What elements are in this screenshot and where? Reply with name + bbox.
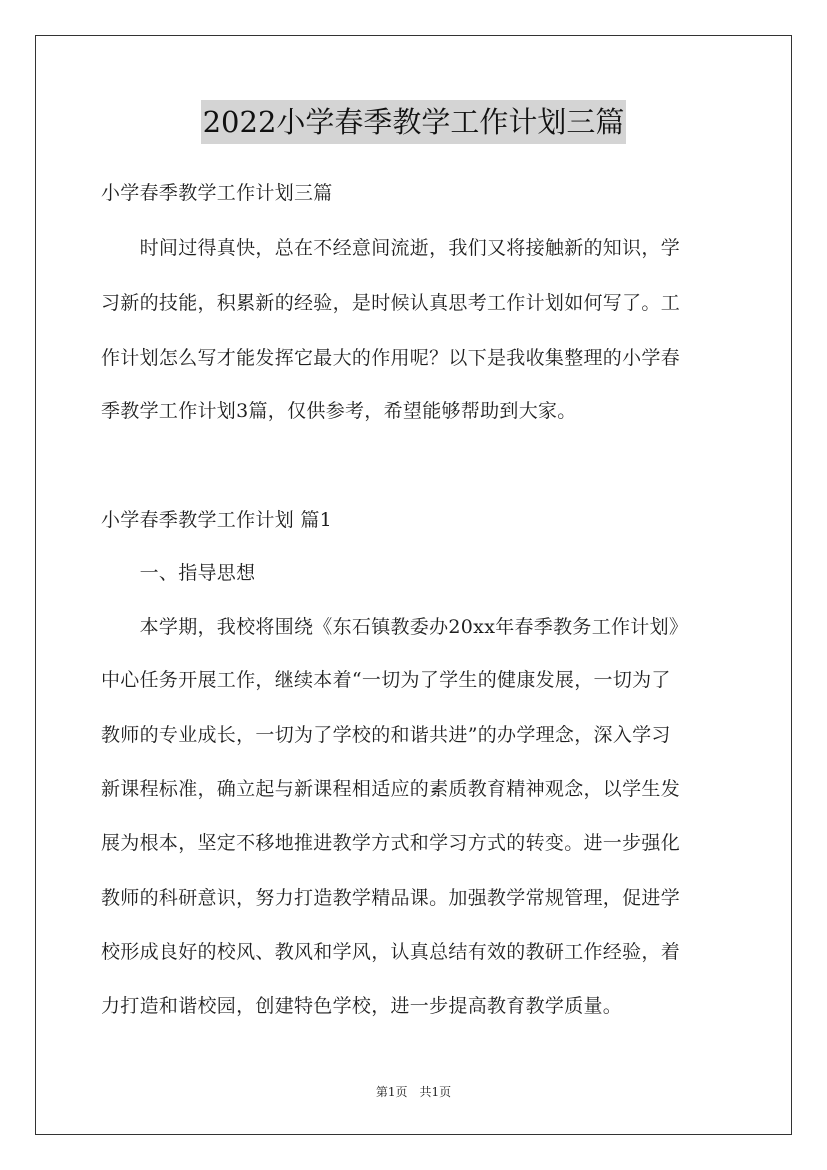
body-line-8: 力打造和谐校园，创建特色学校，进一步提高教育教学质量。 <box>101 995 623 1017</box>
document-subtitle: 小学春季教学工作计划三篇 <box>101 182 333 204</box>
body-line-1: 本学期，我校将围绕《东石镇教委办20xx年春季教务工作计划》 <box>101 616 689 638</box>
intro-line-1: 时间过得真快，总在不经意间流逝，我们又将接触新的知识，学 <box>101 237 681 259</box>
intro-line-2: 习新的技能，积累新的经验，是时候认真思考工作计划如何写了。工 <box>101 292 681 314</box>
body-line-2: 中心任务开展工作，继续本着“一切为了学生的健康发展，一切为了 <box>101 669 671 691</box>
body-line-3: 教师的专业成长，一切为了学校的和谐共进”的办学理念，深入学习 <box>101 724 671 746</box>
intro-line-3: 作计划怎么写才能发挥它最大的作用呢？以下是我收集整理的小学春 <box>101 347 681 369</box>
body-line-6: 教师的科研意识，努力打造教学精品课。加强教学常规管理，促进学 <box>101 887 681 909</box>
title-container <box>0 100 827 144</box>
body-line-4: 新课程标准，确立起与新课程相适应的素质教育精神观念，以学生发 <box>101 778 681 800</box>
section-subheading: 一、指导思想 <box>101 562 256 584</box>
document-title: 2022小学春季教学工作计划三篇 <box>201 100 627 144</box>
section-heading: 小学春季教学工作计划 篇1 <box>101 509 333 531</box>
body-line-5: 展为根本，坚定不移地推进教学方式和学习方式的转变。进一步强化 <box>101 832 681 854</box>
body-line-7: 校形成良好的校风、教风和学风，认真总结有效的教研工作经验，着 <box>101 941 681 963</box>
page-footer: 第1页 共1页 <box>375 1085 452 1099</box>
intro-line-4: 季教学工作计划3篇，仅供参考，希望能够帮助到大家。 <box>101 400 577 422</box>
